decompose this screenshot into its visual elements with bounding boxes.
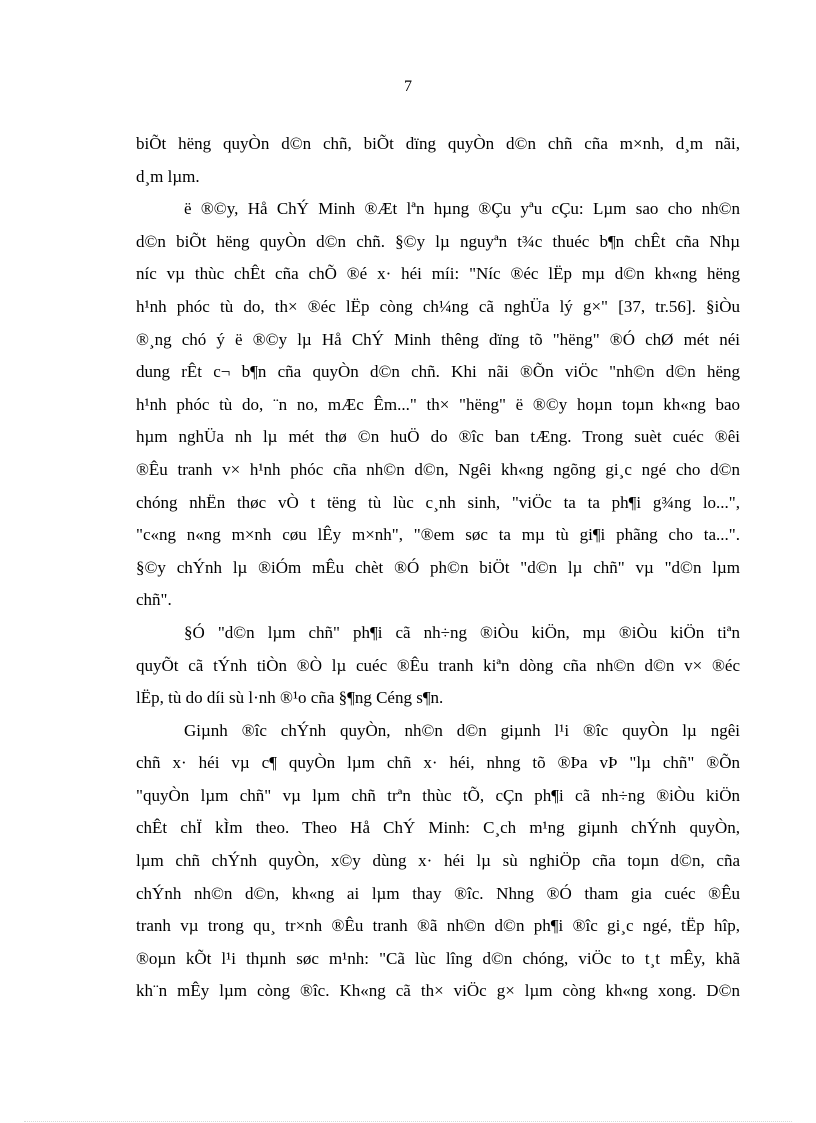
text-line: lËp, tù do díi sù l·nh ®¹o cña §¶ng Céng s¶n. (136, 688, 444, 708)
text-line: chñ". (136, 590, 172, 610)
text-line: hµm nghÜa nh lµ mét thø ©n huÖ do ®îc ban tÆng. Trong suèt cuéc ®êi (136, 427, 740, 447)
text-line: chÝnh nh©n d©n, kh«ng ai lµm thay ®îc. Nhng ®Ó tham gia cuéc ®Êu (136, 883, 740, 903)
page-bottom-divider (24, 1121, 792, 1122)
text-line: h¹nh phóc tù do, ¨n no, mÆc Êm..." th× "hëng" ë ®©y hoµn toµn kh«ng bao (136, 394, 740, 414)
text-line: "c«ng n«ng m×nh cøu lÊy m×nh", "®em søc ta mµ tù gi¶i phãng cho ta...". (136, 525, 740, 545)
text-line: §Ó "d©n lµm chñ" ph¶i cã nh÷ng ®iÒu kiÖn, mµ ®iÒu kiÖn tiªn (184, 622, 740, 642)
text-line: d©n biÕt hëng quyÒn d©n chñ. §©y lµ nguyªn t¾c thuéc b¶n chÊt cña Nhµ (136, 231, 740, 251)
text-line: níc vµ thùc chÊt cña chÕ ®é x· héi míi: "Níc ®éc lËp mµ d©n kh«ng hëng (136, 264, 740, 284)
page-number: 7 (404, 78, 412, 95)
text-body (136, 128, 740, 1008)
text-line: kh¨n mÊy lµm còng ®îc. Kh«ng cã th× viÖc g× lµm còng kh«ng xong. D©n (136, 981, 740, 1001)
text-line: d¸m lµm. (136, 166, 200, 186)
text-line: biÕt hëng quyÒn d©n chñ, biÕt dïng quyÒn d©n chñ cña m×nh, d¸m nãi, (136, 134, 740, 153)
text-line: Giµnh ®îc chÝnh quyÒn, nh©n d©n giµnh l¹i ®îc quyÒn lµ ngêi (184, 720, 740, 740)
text-line: tranh vµ trong qu¸ tr×nh ®Êu tranh ®ã nh©n d©n ph¶i ®îc gi¸c ngé, tËp hîp, (136, 916, 740, 936)
text-line: lµm chñ chÝnh quyÒn, x©y dùng x· héi lµ sù nghiÖp cña toµn d©n, cña (136, 851, 740, 871)
text-line: ë ®©y, Hå ChÝ Minh ®Æt lªn hµng ®Çu yªu cÇu: Lµm sao cho nh©n (184, 199, 740, 219)
text-line: chñ x· héi vµ c¶ quyÒn lµm chñ x· héi, nhng tõ ®Þa vÞ "lµ chñ" ®Õn (136, 753, 740, 773)
text-line: ®Êu tranh v× h¹nh phóc cña nh©n d©n, Ngêi kh«ng ngõng gi¸c ngé cho d©n (136, 459, 740, 479)
text-line: "quyÒn lµm chñ" vµ lµm chñ trªn thùc tÕ, cÇn ph¶i cã nh÷ng ®iÒu kiÖn (136, 785, 740, 805)
text-line: ®oµn kÕt l¹i thµnh søc m¹nh: "Cã lùc lîng d©n chóng, viÖc to t¸t mÊy, khã (136, 948, 740, 968)
text-line: quyÕt cã tÝnh tiÒn ®Ò lµ cuéc ®Êu tranh kiªn dòng cña nh©n d©n v× ®éc (136, 655, 740, 675)
text-line: dung rÊt c¬ b¶n cña quyÒn d©n chñ. Khi nãi ®Õn viÖc "nh©n d©n hëng (136, 362, 740, 382)
text-line: §©y chÝnh lµ ®iÓm mÊu chèt ®Ó ph©n biÖt "d©n lµ chñ" vµ "d©n lµm (136, 557, 740, 577)
text-line: ®¸ng chó ý ë ®©y lµ Hå ChÝ Minh thêng dïng tõ "hëng" ®Ó chØ mét néi (136, 329, 740, 349)
text-line: h¹nh phóc tù do, th× ®éc lËp còng ch¼ng cã nghÜa lý g×" [37, tr.56]. §iÒu (136, 296, 740, 316)
text-line: chóng nhËn thøc vÒ t tëng tù lùc c¸nh sinh, "viÖc ta ta ph¶i g¾ng lo...", (136, 492, 740, 512)
text-line: chÊt chÏ kÌm theo. Theo Hå ChÝ Minh: C¸ch m¹ng giµnh chÝnh quyÒn, (136, 818, 740, 838)
